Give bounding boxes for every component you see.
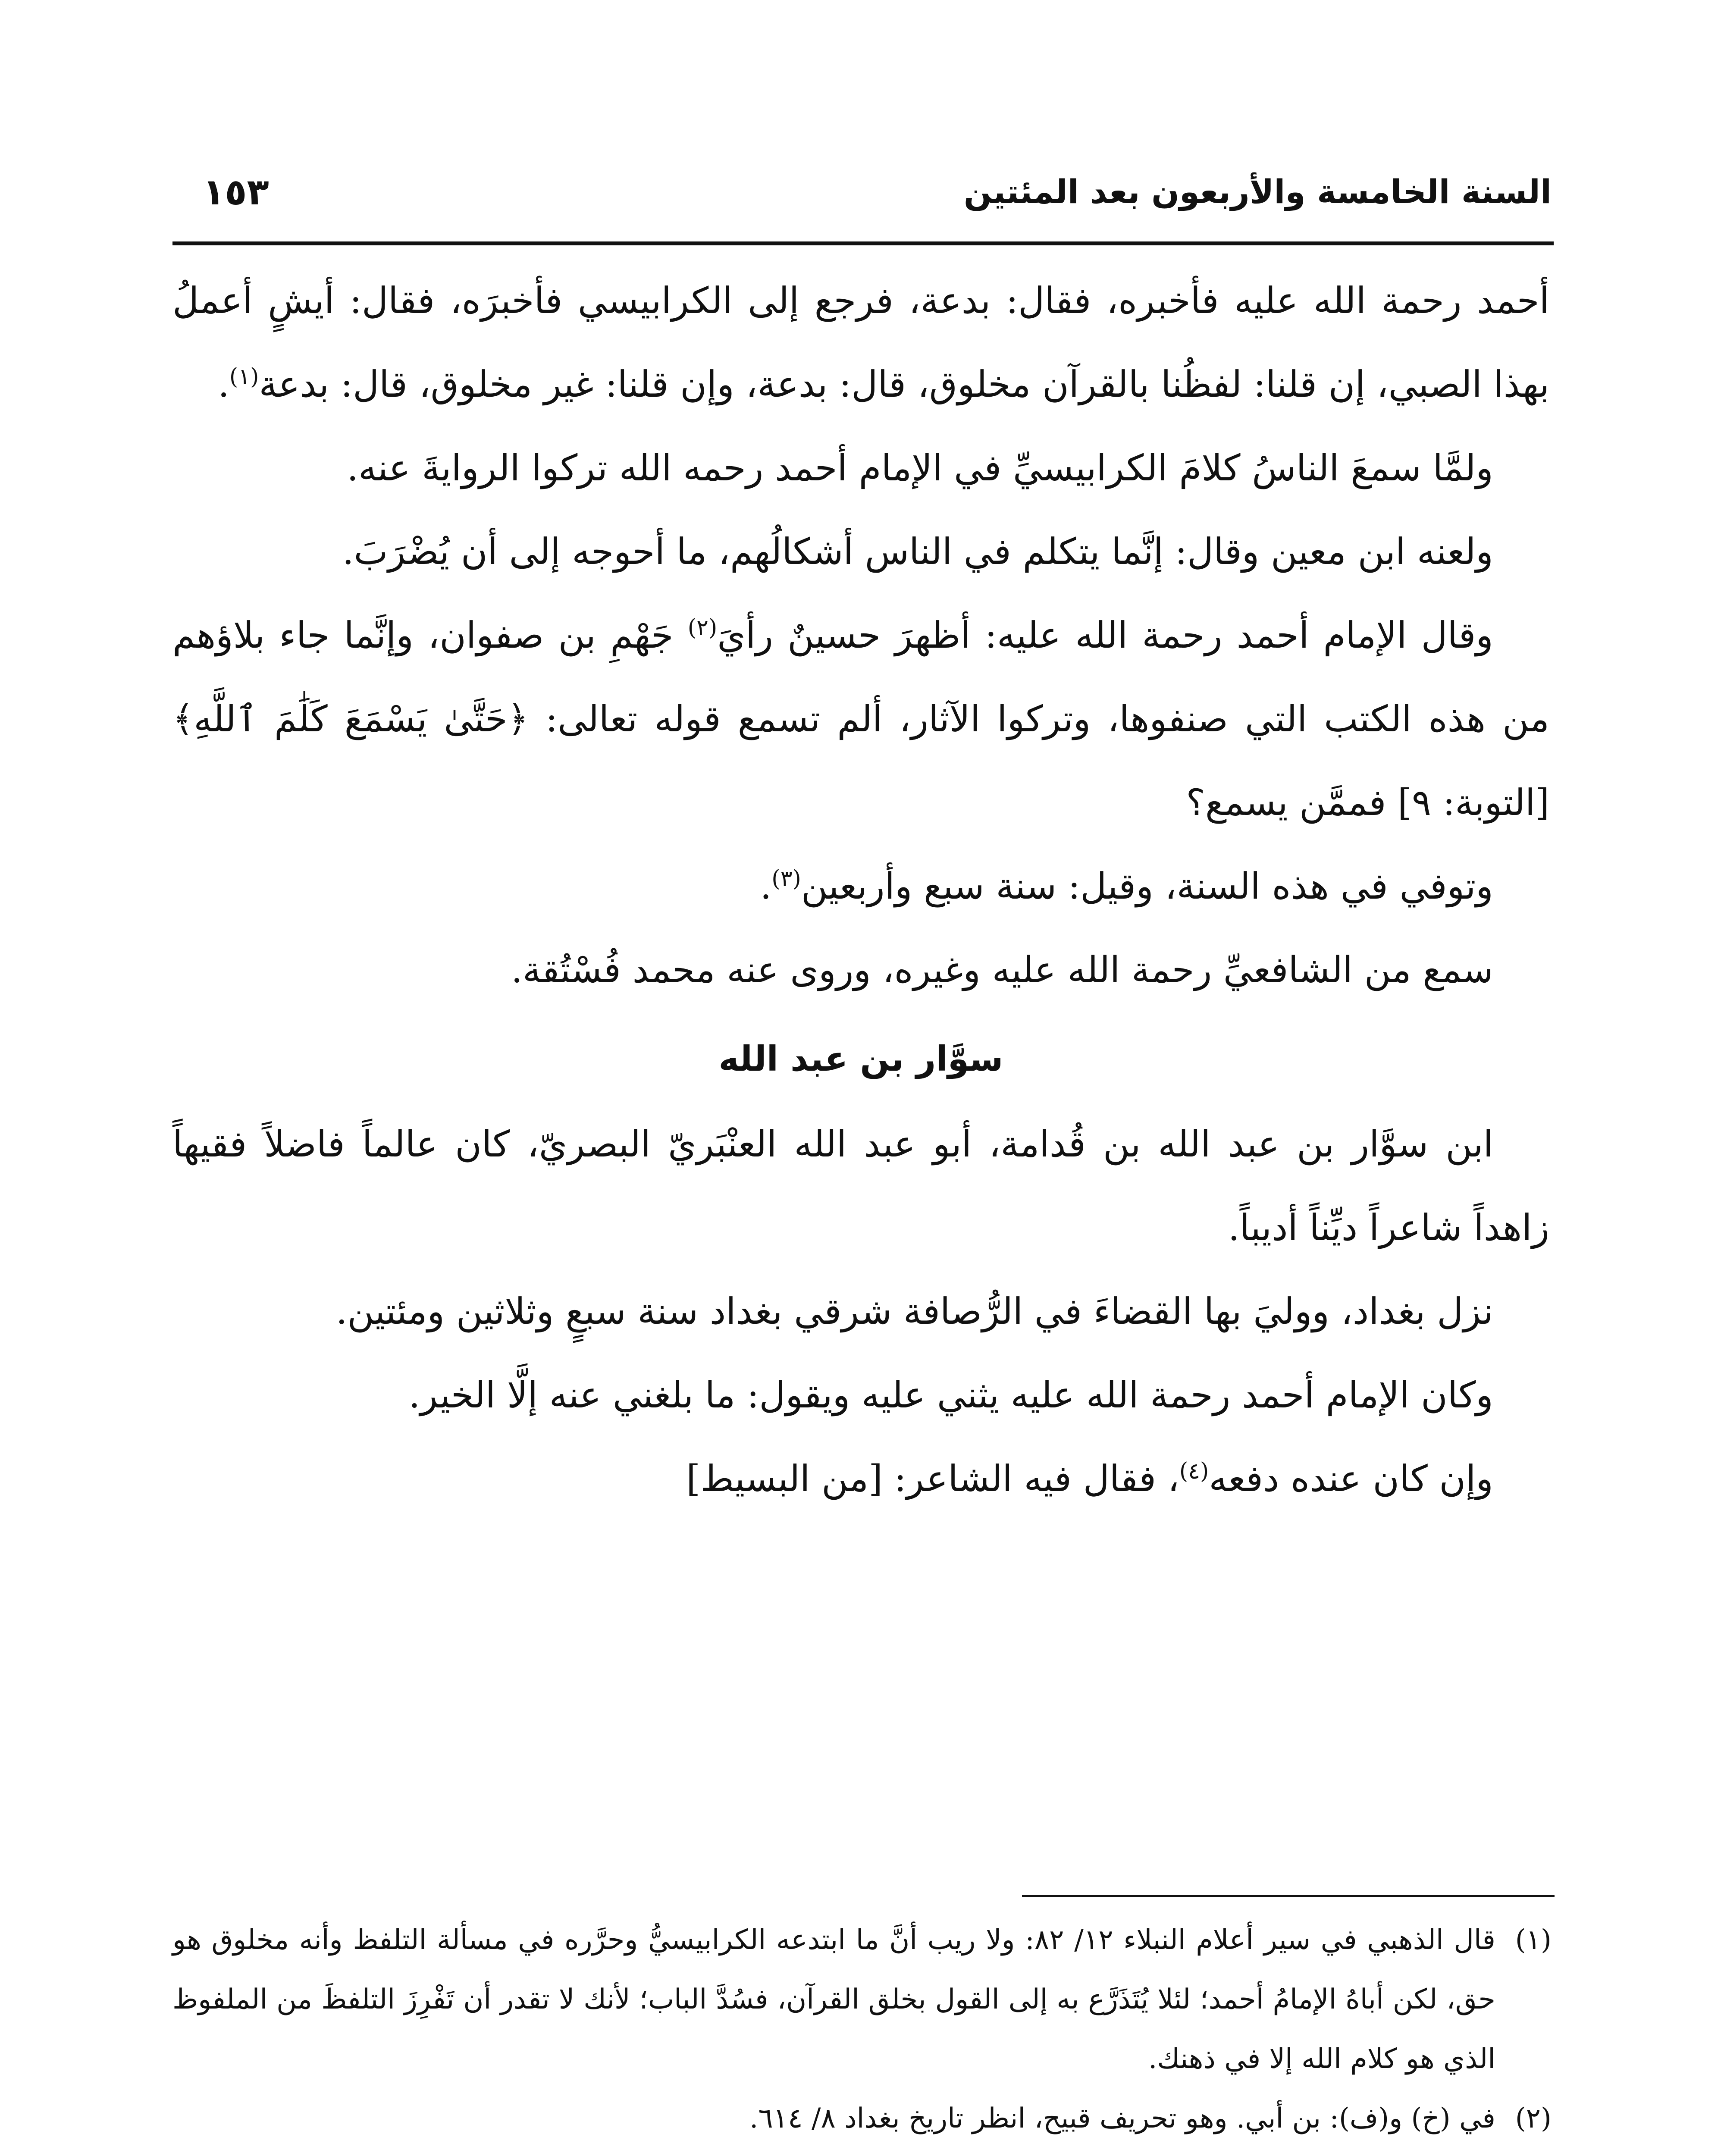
- paragraph-text: وإن كان عنده دفعه: [1209, 1457, 1493, 1500]
- main-text: [172, 259, 1549, 1520]
- paragraph: وكان الإمام أحمد رحمة الله عليه يثني عليه ويقول: ما بلغني عنه إلَّا الخير.: [408, 1374, 1493, 1416]
- footnote-ref-2: (٢): [687, 615, 718, 641]
- paragraph: [172, 1437, 1549, 1520]
- footnote-number: (١): [1515, 1924, 1552, 1956]
- section-heading: سوَّار بن عبد الله: [718, 1039, 1003, 1079]
- paragraph-text: .: [760, 865, 772, 907]
- footnote-2: [172, 2089, 1552, 2148]
- footnote-3: [172, 2148, 1552, 2156]
- footnote-separator: [1022, 1895, 1555, 1897]
- paragraph: ولعنه ابن معين وقال: إنَّما يتكلم في الناس أشكالُهم، ما أحوجه إلى أن يُضْرَبَ.: [342, 530, 1493, 573]
- footnote-number: (٢): [1515, 2103, 1552, 2134]
- paragraph-text: أحمد رحمة الله عليه فأخبره، فقال: بدعة، فرجع إلى الكرابيسي فأخبرَه، فقال: أيشٍ أعملُ بهذا الصبي، إن قلنا: لفظُنا بالقرآن مخلوق، قال: بدعة، وإن قلنا: غير مخلوق، قال: بدعة: [172, 279, 1549, 405]
- paragraph: ولمَّا سمعَ الناسُ كلامَ الكرابيسيِّ في الإمام أحمد رحمه الله تركوا الروايةَ عنه.: [347, 447, 1493, 489]
- footnote-ref-1: (١): [229, 364, 259, 390]
- paragraph: نزل بغداد، ووليَ بها القضاءَ في الرُّصافة شرقي بغداد سنة سبعٍ وثلاثين ومئتين.: [335, 1290, 1493, 1332]
- paragraph-text: .: [218, 363, 229, 405]
- footnote-text: في (خ) و(ف): بن أبي. وهو تحريف قبيح، انظر تاريخ بغداد ٨/ ٦١٤.: [749, 2103, 1495, 2134]
- paragraph: [172, 844, 1549, 928]
- paragraph: [172, 593, 1549, 844]
- header-rule: [172, 241, 1554, 245]
- paragraph-text: ، فقال فيه الشاعر: [من البسيط]: [686, 1457, 1179, 1500]
- footnote-ref-3: (٣): [771, 866, 801, 892]
- footnote-1: [172, 1910, 1552, 2089]
- paragraph-text: جَهْمِ بن صفوان، وإنَّما جاء بلاؤهم من هذه الكتب التي صنفوها، وتركوا الآثار، ألم تسمع قوله تعالى: ﴿حَتَّىٰ يَسْمَعَ كَلَٰمَ ٱللَّهِ﴾[التوبة: ٩] فممَّن يسمع؟: [172, 614, 1550, 824]
- paragraph: سمع من الشافعيِّ رحمة الله عليه وغيره، وروى عنه محمد فُسْتُقة.: [511, 949, 1493, 991]
- paragraph-continued: [172, 259, 1549, 426]
- footnote-ref-4: (٤): [1179, 1458, 1209, 1484]
- running-title: السنة الخامسة والأربعون بعد المئتين: [963, 172, 1552, 211]
- paragraph: ابن سوَّار بن عبد الله بن قُدامة، أبو عبد الله العنْبَريّ البصريّ، كان عالماً فاضلاً فقيهاً زاهداً شاعراً ديِّناً أديباً.: [172, 1123, 1549, 1249]
- footnote-text: قال الذهبي في سير أعلام النبلاء ١٢/ ٨٢: ولا ريب أنَّ ما ابتدعه الكرابيسيُّ وحرَّره في مسألة التلفظ وأنه مخلوق هو حق، لكن أباهُ الإمامُ أحمد؛ لئلا يُتَذَرَّع به إلى القول بخلق القرآن، فسُدَّ الباب؛ لأنك لا تقدر أن تَفْرِزَ التلفظَ من الملفوظ الذي هو كلام الله إلا في ذهنك.: [172, 1924, 1496, 2075]
- footnotes: [172, 1910, 1552, 2156]
- page-number: ١٥٣: [203, 171, 269, 213]
- paragraph-text: وقال الإمام أحمد رحمة الله عليه: أظهرَ حسينٌ رأيَ: [717, 614, 1493, 656]
- page-header: [172, 155, 1552, 233]
- footnote-number: [1495, 2148, 1552, 2156]
- paragraph-text: وتوفي في هذه السنة، وقيل: سنة سبع وأربعين: [801, 865, 1493, 907]
